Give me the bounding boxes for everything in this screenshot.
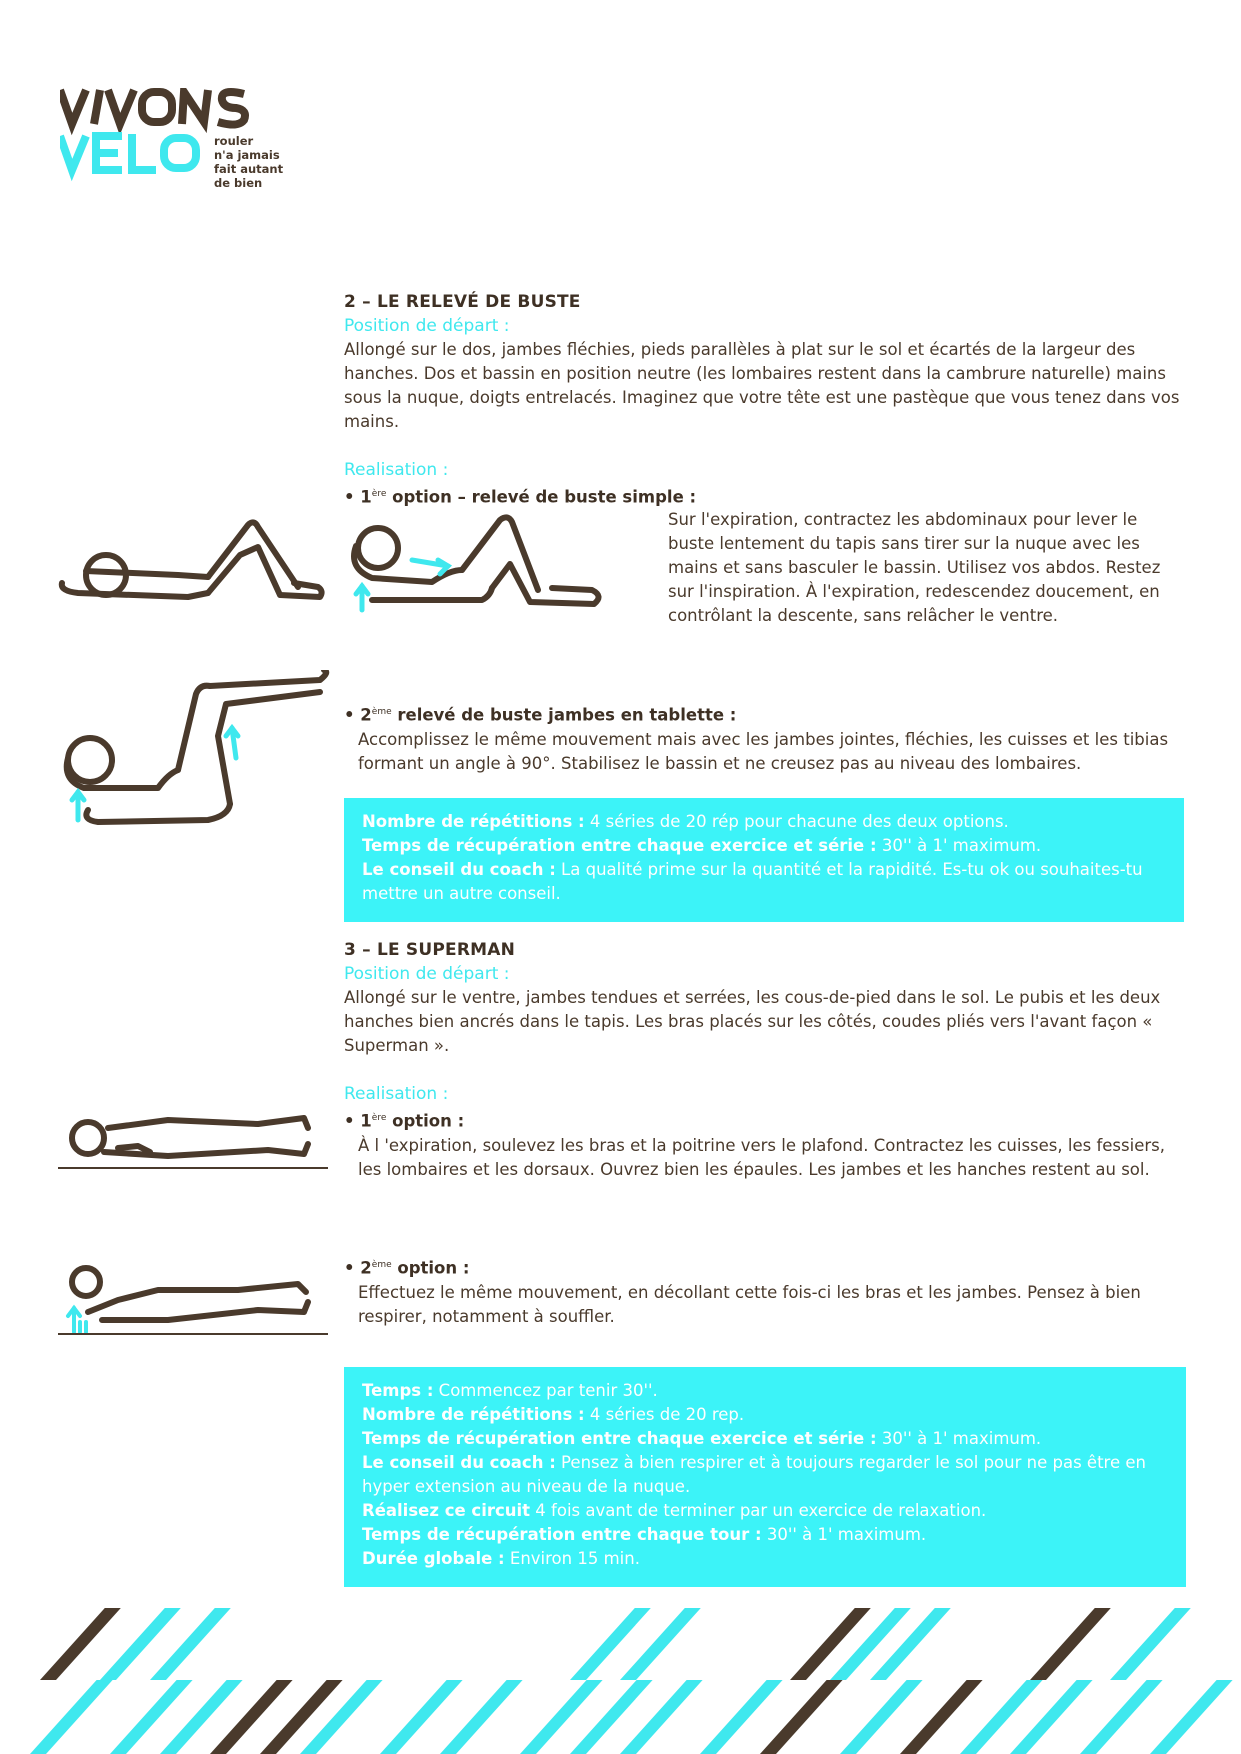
info-line [362, 1427, 1168, 1451]
start-position-label: Position de départ : [344, 964, 510, 984]
info-label: Durée globale : [362, 1549, 505, 1568]
tabletop-crunch-illustration-icon [58, 670, 338, 830]
info-value: 30'' à 1' maximum. [761, 1525, 927, 1544]
info-label: Temps de récupération entre chaque exercice et série : [362, 1429, 877, 1448]
crunch-up-illustration-icon [342, 510, 612, 620]
info-label: Temps : [362, 1381, 434, 1400]
info-value: Pensez à bien respirer et à toujours regarder le sol pour ne pas être en hyper extension au niveau de la nuque. [362, 1453, 1146, 1496]
ordinal-sup: ère [371, 1113, 387, 1123]
info-value: 4 séries de 20 rép pour chacune des deux options. [584, 812, 1009, 831]
info-line [362, 810, 1166, 834]
realisation-label: Realisation : [344, 1084, 449, 1104]
stripe [30, 1680, 113, 1754]
superman-option-2-illustration-icon [58, 1260, 328, 1340]
info-line [362, 1379, 1168, 1403]
stripe [790, 1608, 871, 1680]
info-value: 30'' à 1' maximum. [876, 836, 1042, 855]
stripe [830, 1608, 911, 1680]
option-name: option – relevé de buste simple : [386, 487, 697, 507]
info-line [362, 834, 1166, 858]
info-line [362, 1451, 1168, 1499]
start-position-label: Position de départ : [344, 316, 510, 336]
option-name: option : [391, 1258, 470, 1278]
info-value: 4 séries de 20 rep. [584, 1405, 745, 1424]
tagline-line: rouler [214, 134, 254, 148]
brand-logo [60, 88, 300, 198]
info-line [362, 1547, 1168, 1571]
info-label: Temps de récupération entre chaque exercice et série : [362, 836, 877, 855]
option-number: • 2 [344, 1258, 372, 1278]
stripe [1080, 1680, 1163, 1754]
stripe [40, 1608, 121, 1680]
tagline-line: fait autant [214, 162, 284, 176]
stripe [300, 1680, 383, 1754]
option-1-text: À l 'expiration, soulevez les bras et la poitrine vers le plafond. Contractez les cuisses, les fessiers, les lombaires et les dorsaux. Ouvrez bien les épaules. Les jambes et les hanches restent au sol. [358, 1135, 1165, 1179]
info-box-section-2 [344, 798, 1184, 922]
option-2-text: Effectuez le même mouvement, en décollant cette fois-ci les bras et les jambes. Pensez à bien respirer, notamment à souffler. [358, 1282, 1141, 1326]
info-label: Nombre de répétitions : [362, 812, 585, 831]
tagline-line: n'a jamais [214, 148, 280, 162]
option-name: relevé de buste jambes en tablette : [391, 705, 737, 725]
info-label: Temps de récupération entre chaque tour : [362, 1525, 762, 1544]
section-title: 3 – LE SUPERMAN [344, 940, 516, 960]
stripe [870, 1608, 951, 1680]
stripe [1150, 1680, 1233, 1754]
info-line [362, 858, 1166, 906]
info-line [362, 1403, 1168, 1427]
info-label: Réalisez ce circuit [362, 1501, 531, 1520]
option-name: option : [386, 1111, 465, 1131]
ordinal-sup: ème [371, 707, 392, 717]
option-1-title [344, 1106, 1184, 1134]
option-2-block [344, 1253, 1184, 1329]
option-2-text: Accomplissez le même mouvement mais avec les jambes jointes, fléchies, les cuisses et les tibias formant un angle à 90°. Stabilisez le bassin et ne creusez pas au niveau des lombaires. [358, 729, 1169, 773]
option-2-title [344, 1253, 1184, 1281]
realisation-label: Realisation : [344, 460, 449, 480]
start-position-text: Allongé sur le dos, jambes fléchies, pieds parallèles à plat sur le sol et écartés de la largeur des hanches. Dos et bassin en position neutre (les lombaires restent dans la cambrure naturelle) mains sous la nuque, doigts entrelacés. Imaginez que votre tête est une pastèque que vous tenez dans vos mains. [344, 340, 1180, 431]
option-number: • 1 [344, 487, 372, 507]
option-number: • 2 [344, 705, 372, 725]
section-title: 2 – LE RELEVÉ DE BUSTE [344, 292, 581, 312]
info-value: Commencez par tenir 30''. [433, 1381, 658, 1400]
decorative-stripes-icon [0, 1600, 1241, 1754]
start-position-text: Allongé sur le ventre, jambes tendues et serrées, les cous-de-pied dans le sol. Le pubis et les deux hanches bien ancrés dans le tapis. Les bras placés sur les côtés, coudes pliés vers l'avant façon « Superman ». [344, 988, 1161, 1055]
option-1-text: Sur l'expiration, contractez les abdominaux pour lever le buste lentement du tapis sans tirer sur la nuque avec les mains et sans basculer le bassin. Utilisez vos abdos. Restez sur l'inspiration. À l'expiration, redescendez doucement, en contrôlant la descente, sans relâcher le ventre. [668, 510, 1161, 625]
stripe [1110, 1608, 1191, 1680]
option-2-block [344, 700, 1184, 776]
option-2-title [344, 700, 1184, 728]
ordinal-sup: ème [371, 1260, 392, 1270]
info-line [362, 1499, 1168, 1523]
info-label: Le conseil du coach : [362, 1453, 556, 1472]
info-value: 30'' à 1' maximum. [876, 1429, 1042, 1448]
info-label: Le conseil du coach : [362, 860, 556, 879]
option-1-title [344, 482, 1184, 510]
option-number: • 1 [344, 1111, 372, 1131]
superman-option-1-illustration-icon [58, 1108, 328, 1178]
ordinal-sup: ère [371, 489, 387, 499]
lying-crunch-start-illustration-icon [58, 515, 328, 615]
stripe [1030, 1608, 1111, 1680]
logo-tagline [214, 134, 304, 190]
info-value: 4 fois avant de terminer par un exercice de relaxation. [530, 1501, 987, 1520]
tagline-line: de bien [214, 176, 263, 190]
info-box-section-3 [344, 1367, 1186, 1587]
info-label: Nombre de répétitions : [362, 1405, 585, 1424]
info-line [362, 1523, 1168, 1547]
section-releve-de-buste [344, 292, 1184, 510]
info-value: La qualité prime sur la quantité et la rapidité. Es-tu ok ou souhaites-tu mettre un autre conseil. [362, 860, 1143, 903]
option-1-description [668, 508, 1184, 628]
section-superman [344, 940, 1184, 1182]
info-value: Environ 15 min. [504, 1549, 640, 1568]
